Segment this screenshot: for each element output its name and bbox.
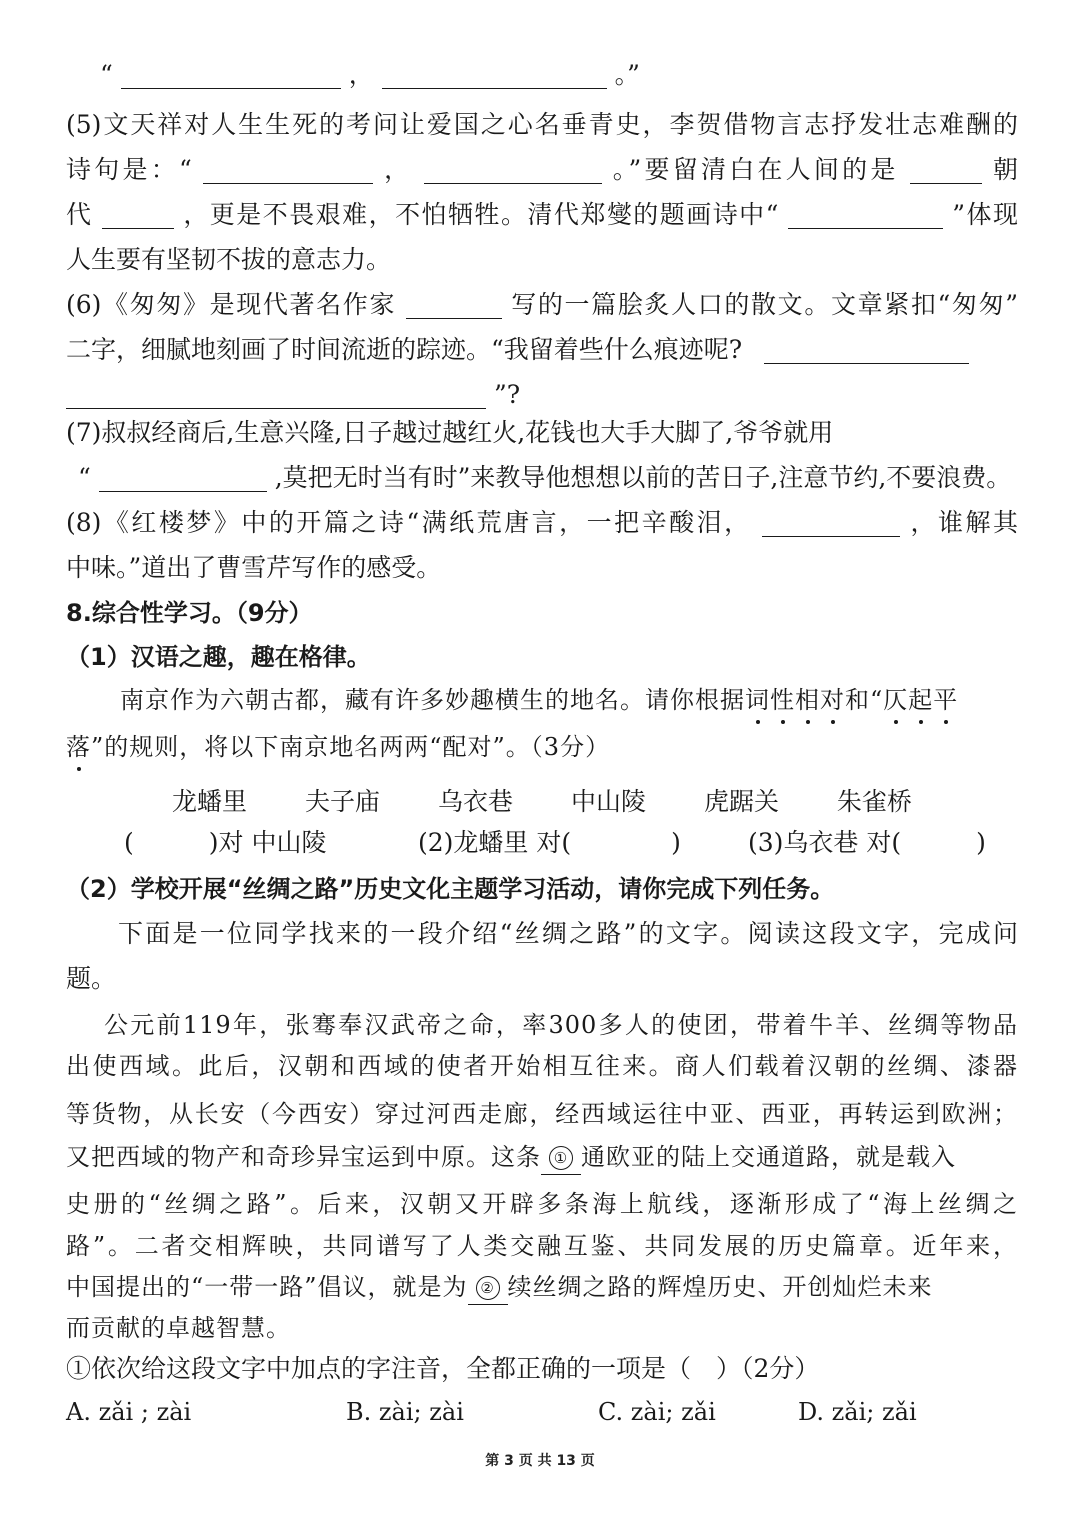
passage-line: 公元前119年，张骞奉汉武帝之命，率300多人的使团，带着牛羊、丝绸等物品 (104, 1011, 1018, 1039)
passage-line: 中国提出的“一带一路”倡议，就是为 ② 续丝绸之路的辉煌历史、开创灿烂未来 (66, 1270, 1018, 1305)
intro-line2: 落”的规则，将以下南京地名两两“配对”。（3分） (66, 730, 1018, 764)
intro-line1: 南京作为六朝古都，藏有许多妙趣横生的地名。请你根据词性相对和“仄起平 (120, 683, 1018, 717)
place-name: 虎踞关 (703, 787, 779, 816)
answer-blank[interactable] (382, 64, 607, 89)
blank-marker-2[interactable]: ② (468, 1270, 508, 1305)
pair-1: ( )对 中山陵 (124, 828, 327, 857)
q4-tail-line: “ ， 。” (100, 60, 640, 89)
page-footer: 第 3 页 共 13 页 (485, 1453, 595, 1469)
task-line2: 题。 (66, 964, 117, 993)
subsection-1-title: （1）汉语之趣，趣在格律。 (66, 643, 371, 671)
passage-line: 路”。二者交相辉映，共同谱写了人类交融互鉴、共同发展的历史篇章。近年来， (66, 1232, 1018, 1260)
q7-line2: “ ,莫把无时当有时”来教导他想想以前的苦日子,注意节约,不要浪费。 (78, 463, 1012, 492)
q5-line4: 人生要有坚韧不拔的意志力。 (66, 245, 392, 274)
answer-blank[interactable] (910, 159, 982, 184)
answer-blank[interactable] (203, 159, 373, 184)
place-names-row (172, 782, 912, 818)
answer-blank[interactable] (764, 339, 969, 364)
answer-blank[interactable] (102, 204, 174, 229)
blank-marker-1[interactable]: ① (541, 1140, 581, 1175)
q8-poem-line1: (8)《红楼梦》中的开篇之诗“满纸荒唐言，一把辛酸泪， ，谁解其 (66, 508, 1018, 537)
answer-blank[interactable] (424, 159, 602, 184)
place-name: 中山陵 (570, 787, 646, 816)
option-c[interactable]: C. zài; zǎi (598, 1398, 716, 1426)
answer-blank[interactable] (406, 294, 502, 319)
subsection-2-title: （2）学校开展“丝绸之路”历史文化主题学习活动，请你完成下列任务。 (66, 875, 835, 903)
task-line1: 下面是一位同学找来的一段介绍“丝绸之路”的文字。阅读这段文字，完成问 (118, 919, 1018, 948)
passage-line: 史册的“丝绸之路”。后来，汉朝又开辟多条海上航线，逐渐形成了“海上丝绸之 (66, 1190, 1018, 1218)
pair-3: (3)乌衣巷 对( ) (748, 828, 986, 857)
passage-line: 等货物，从长安（今西安）穿过河西走廊，经西域运往中亚、西亚，再转运到欧洲； (66, 1100, 1018, 1128)
q8-poem-line2: 中味。”道出了曹雪芹写作的感受。 (66, 553, 442, 582)
place-name: 夫子庙 (304, 787, 380, 816)
section-title: 8.综合性学习。（9分） (66, 599, 313, 627)
option-b[interactable]: B. zài; zài (346, 1398, 464, 1426)
place-name: 朱雀桥 (836, 787, 912, 816)
q6-line1: (6)《匆匆》是现代著名作家 写的一篇脍炙人口的散文。文章紧扣“匆匆” (66, 290, 1018, 319)
passage-line: 又把西域的物产和奇珍异宝运到中原。这条 ① 通欧亚的陆上交通道路，就是载入 (66, 1140, 1018, 1175)
place-name: 乌衣巷 (437, 787, 513, 816)
answer-blank[interactable] (762, 512, 900, 537)
answer-blank[interactable] (788, 204, 943, 229)
answer-blank[interactable] (99, 467, 267, 492)
q5-line2: 诗句是：“ ， 。”要留清白在人间的是 朝 (66, 155, 1018, 184)
place-name: 龙蟠里 (172, 787, 248, 816)
pair-2: (2)龙蟠里 对( ) (418, 828, 681, 857)
q6-line3: ”? (66, 378, 1018, 412)
question-stem: ①依次给这段文字中加点的字注音，全都正确的一项是（ ）（2分） (66, 1354, 820, 1383)
passage-line: 出使西域。此后，汉朝和西域的使者开始相互往来。商人们载着汉朝的丝绸、漆器 (66, 1052, 1018, 1080)
passage-line: 而贡献的卓越智慧。 (66, 1314, 291, 1342)
answer-blank[interactable] (66, 384, 486, 409)
option-a[interactable]: A. zǎi ; zài (66, 1398, 192, 1426)
q7-line1: (7)叔叔经商后,生意兴隆,日子越过越红火,花钱也大手大脚了,爷爷就用 (66, 418, 834, 447)
q5-line3: 代 ，更是不畏艰难，不怕牺牲。清代郑燮的题画诗中“ ”体现 (66, 200, 1018, 229)
option-d[interactable]: D. zǎi; zǎi (798, 1398, 917, 1426)
answer-blank[interactable] (121, 64, 341, 89)
q6-line2: 二字，细腻地刻画了时间流逝的踪迹。“我留着些什么痕迹呢? (66, 333, 1018, 367)
q5-line1: (5)文天祥对人生生死的考问让爱国之心名垂青史，李贺借物言志抒发壮志难酬的 (66, 110, 1018, 139)
